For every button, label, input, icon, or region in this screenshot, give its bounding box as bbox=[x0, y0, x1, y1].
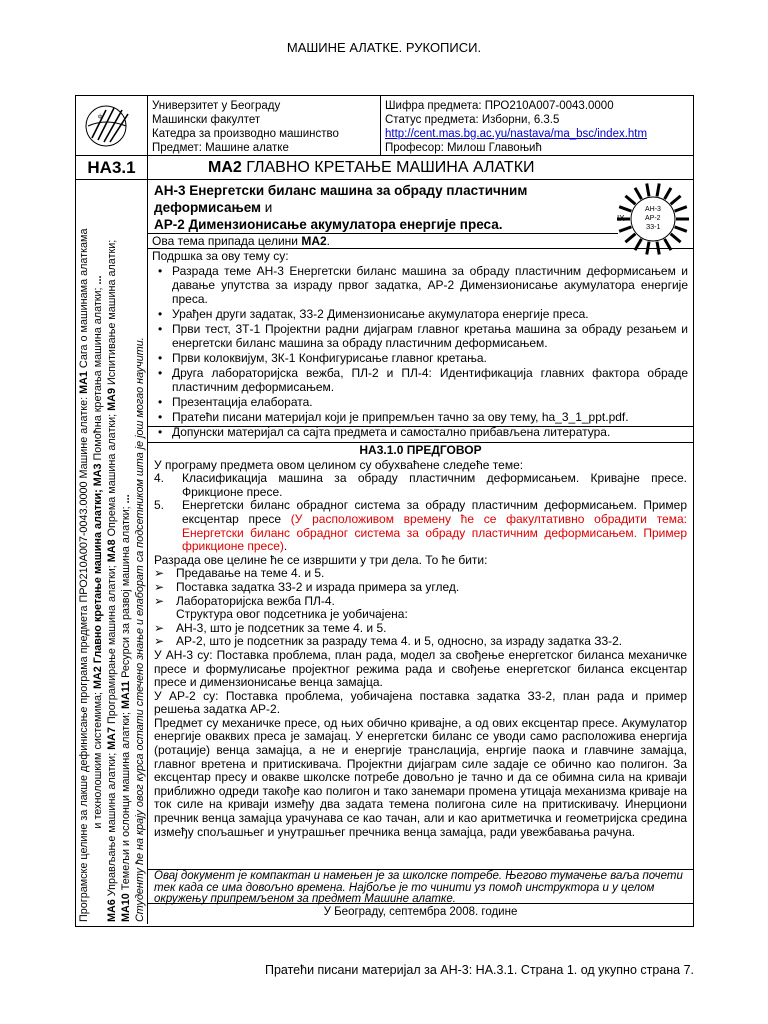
sidebar-text: Опрема машина алатки; bbox=[106, 410, 118, 540]
university-logo bbox=[76, 96, 148, 156]
sidebar-text: МА6 bbox=[106, 899, 118, 922]
list-item: • Урађен други задатак, З3-2 Димензионисање акумулатора енергије преса. bbox=[172, 307, 688, 321]
arrow-text: АН-3, што је подсетник за теме 4. и 5. bbox=[176, 620, 387, 635]
topic-title-text: ГЛАВНО КРЕТАЊЕ МАШИНА АЛАТКИ bbox=[241, 159, 535, 176]
paragraph: Разрада ове целине ће се извршити у три дела. То ће бити: bbox=[154, 552, 488, 567]
sidebar-text: МА10 bbox=[120, 893, 132, 922]
sidebar-text: Темељи и ослонци машина алатки; bbox=[120, 709, 132, 894]
intro-text: Ова тема припада целини bbox=[152, 234, 302, 248]
item-number: 5. bbox=[154, 498, 165, 513]
item-text: Енергетски биланс обрадног система за обраду пластичним деформисањем. Пример ексцентар пресе bbox=[182, 498, 687, 526]
wheel-spoke bbox=[665, 188, 672, 199]
section-title: НА3.1.0 ПРЕДГОВОР bbox=[359, 443, 482, 457]
support-list bbox=[148, 264, 688, 440]
course-code: Шифра предмета: ПРО210А007-0043.0000 bbox=[385, 100, 614, 112]
header-left-line: Предмет: Машине алатке bbox=[152, 142, 289, 154]
preface-section bbox=[148, 444, 693, 839]
arrow-item bbox=[154, 595, 687, 609]
subtitle-and: и bbox=[261, 200, 273, 215]
paragraph: У програму предмета овом целином су обухваћене следеће теме: bbox=[154, 457, 524, 472]
sidebar-text: МА8 bbox=[106, 539, 118, 563]
document-frame bbox=[75, 95, 694, 927]
topic-title-code: МА2 bbox=[208, 159, 242, 176]
arrow-text: Лабораторијска вежба ПЛ-4. bbox=[176, 593, 335, 608]
arrow-icon: ➢ bbox=[154, 579, 165, 594]
sidebar-text: Програмирање машина алатки; bbox=[106, 562, 118, 728]
sidebar-text: МА11 bbox=[120, 680, 132, 710]
wheel-spoke bbox=[671, 196, 681, 204]
wheel-spoke bbox=[625, 234, 635, 242]
sidebar-text: Програмске целине за лакше дефинисање програма предмета ПРО210А007-0043.0000 Машине алатке: bbox=[78, 393, 90, 922]
item-text: Класификација машина за обраду пластичним деформисањем. Кривајне пресе. Фрикционе пресе. bbox=[182, 471, 687, 499]
intro-unit: МА2 bbox=[301, 234, 327, 248]
sidebar-text: и технолошким системима; bbox=[92, 689, 104, 829]
sidebar-vertical-text bbox=[77, 182, 147, 922]
list-item: • Први колоквијум, 3К-1 Конфигурисање главног кретања. bbox=[172, 351, 688, 365]
paragraph: Предмет су механичке пресе, од њих обично кривајне, а од ових ексцентар пресе. Акумулатор енергије оваквих преса је замајац. У енергетски биланс се уводи само расположива енергија (ротације) венца замајца, а не и енергије транслација, енргије паока и главчине замајца, главног вретена и притискивача. Пројектни дијаграм силе задаје се обично као полигон. За ексцентар пресу и овакве школске потребе довољно је тачно и да се обимна сила на криваји приближно одреди такође као полигон и тако занемари промена утицаја механизма криваје на ток силе на криваји између два задата темена полигона силе на притискивачу. Инерциони пречник венца замајца урачунава се као тачан, али и као аритметичка и геометријска средина између спољашњег и унутрашњег пречника венца замајца, ради увежбавања рачуна. bbox=[154, 715, 687, 839]
numbered-item bbox=[154, 472, 687, 499]
topic-wheel-icon bbox=[613, 180, 693, 258]
numbered-item bbox=[154, 499, 687, 553]
arrow-item bbox=[154, 581, 687, 595]
sidebar-student-note: Студенту ће на крају овог курса остати стечено знање и елаборат са подсетником шта је још могао научити. bbox=[134, 337, 146, 922]
paragraph: У АН-3 су: Поставка проблема, план рада, модел за свођење енергетског биланса механичке пресе и формулисање пројектног режима рада и свођење енергетског биланса ексцентар пресе и димензионисање венца замајца. bbox=[154, 647, 687, 690]
list-item: • Разрада теме АН-3 Енергетски биланс машина за обраду пластичним деформисањем и давање упутства за израду првог задатка, АР-2 Димензионисање акумулатора енергије преса. bbox=[172, 264, 688, 306]
sidebar-program-units bbox=[76, 180, 148, 924]
item-text: . bbox=[283, 539, 288, 554]
arrow-text: Предавање на теме 4. и 5. bbox=[176, 566, 325, 581]
arrow-icon: ➢ bbox=[154, 566, 165, 581]
paragraph: Структура овог подсетника је уобичајена: bbox=[176, 607, 408, 622]
badge-label: З3-1 bbox=[646, 224, 661, 231]
sidebar-text: МА2 Главно кретање машина алатки; МА3 bbox=[92, 463, 104, 689]
header-course-info bbox=[381, 96, 693, 156]
course-professor: Професор: Милош Главоњић bbox=[385, 142, 542, 154]
place-date: У Београду, септембра 2008. године bbox=[323, 906, 518, 918]
sidebar-text: Сага о машинама алаткама bbox=[78, 228, 90, 372]
sidebar-text: Ресурси за развој машина алатки; bbox=[120, 503, 132, 681]
wheel-spoke bbox=[619, 227, 631, 231]
arrow-text: АР-2, што је подсетник за разраду тема 4. и 5, односно, за израду задатка З3-2. bbox=[176, 634, 623, 649]
badge-label: IX bbox=[617, 214, 625, 223]
wheel-spoke bbox=[671, 234, 681, 242]
arrow-item bbox=[154, 567, 687, 581]
wheel-spoke bbox=[675, 207, 687, 211]
topic-subtitle bbox=[148, 180, 618, 234]
arrow-item bbox=[154, 635, 687, 649]
optional-topic-note: (У расположивом времену ће се факултативно обрадити тема: Енергетски биланс обрадног система за обраду пластичним деформисањем. Пример фрикционе пресе) bbox=[182, 511, 687, 554]
topic-title bbox=[148, 156, 693, 180]
arrow-icon: ➢ bbox=[154, 620, 165, 635]
header-left-line: Универзитет у Београду bbox=[152, 100, 281, 112]
wheel-spoke bbox=[657, 184, 659, 197]
badge-label: АР-2 bbox=[645, 215, 661, 222]
sidebar-text: Испитивање машина алатки; bbox=[106, 239, 118, 389]
topic-membership bbox=[148, 234, 613, 248]
sidebar-text: МА9 bbox=[106, 388, 118, 411]
topic-code: НА3.1 bbox=[76, 156, 148, 180]
arrow-icon: ➢ bbox=[154, 593, 165, 608]
subtitle-ar2: АР-2 Димензионисање акумулатора енергије преса. bbox=[154, 217, 503, 232]
list-item: • Први тест, 3Т-1 Пројектни радни дијаграм главног кретања машина за обраду резањем и енергетски биланс машина за обраду пластичним деформисањем. bbox=[172, 322, 688, 350]
sidebar-text: Управљање машина алатки; bbox=[106, 749, 118, 900]
paragraph: У АР-2 су: Поставка проблема, уобичајена поставка задатка З3-2, план рада и пример решења задатка АР-2. bbox=[154, 688, 687, 717]
wheel-spoke bbox=[647, 184, 649, 197]
logo-icon bbox=[76, 96, 148, 156]
wheel-spoke bbox=[675, 227, 687, 231]
sidebar-text: ... bbox=[120, 494, 132, 504]
support-heading: Подршка за ову тему су: bbox=[148, 248, 693, 262]
badge-label: АН-3 bbox=[645, 206, 661, 213]
wheel-spoke bbox=[625, 196, 635, 204]
page-footer: Пратећи писани материјал за АН-3: НА.3.1. Страна 1. од укупно страна 7. bbox=[264, 963, 694, 977]
sidebar-text: МА7 bbox=[106, 727, 118, 750]
document-note: Овај документ је компактан и намењен је за школске потребе. Његово тумачење ваља почети тек када се има довољно времена. Најбоље је то чинити уз помоћ инструктора и у целом окружењу припремљеном за предмет Машине алатке. bbox=[148, 869, 693, 904]
arrow-item bbox=[154, 622, 687, 636]
subtitle-an3: АН-3 Енергетски биланс машина за обраду пластичним деформисањем bbox=[154, 183, 528, 215]
intro-text: . bbox=[326, 234, 331, 248]
arrow-text: Поставка задатка З3-2 и израда примера за углед. bbox=[176, 579, 460, 594]
list-item: • Допунски материјал са сајта предмета и самостално прибављена литература. bbox=[172, 425, 688, 439]
divider bbox=[148, 426, 693, 427]
arrow-icon: ➢ bbox=[154, 634, 165, 649]
wheel-spoke bbox=[619, 207, 631, 211]
course-website-link[interactable]: http://cent.mas.bg.ac.yu/nastava/ma_bsc/index.htm bbox=[385, 128, 648, 140]
course-status: Статус предмета: Изборни, 6.3.5 bbox=[385, 114, 560, 126]
list-item: • Пратећи писани материјал који је припремљен тачно за ову тему, ha_3_1_ppt.pdf. bbox=[172, 410, 688, 424]
header-left-line: Катедра за производно машинство bbox=[152, 128, 339, 140]
header-left-line: Машински факултет bbox=[152, 114, 261, 126]
wheel-spoke bbox=[635, 188, 642, 199]
header-institution bbox=[148, 96, 381, 156]
sidebar-text: ... bbox=[92, 275, 104, 285]
document-header-title: МАШИНЕ АЛАТКЕ. РУКОПИСИ. bbox=[286, 40, 482, 55]
topic-badge bbox=[613, 180, 693, 258]
sidebar-text: Помоћна кретања машина алатки; bbox=[92, 284, 104, 464]
item-number: 4. bbox=[154, 471, 165, 486]
svg-text:ф: ф bbox=[98, 114, 103, 120]
list-item: • Презентација елабората. bbox=[172, 395, 688, 409]
list-item: • Друга лабораторијска вежба, ПЛ-2 и ПЛ-4: Идентификација главних фактора обраде пластичним деформисањем. bbox=[172, 366, 688, 394]
sidebar-text: МА1 bbox=[78, 371, 90, 394]
